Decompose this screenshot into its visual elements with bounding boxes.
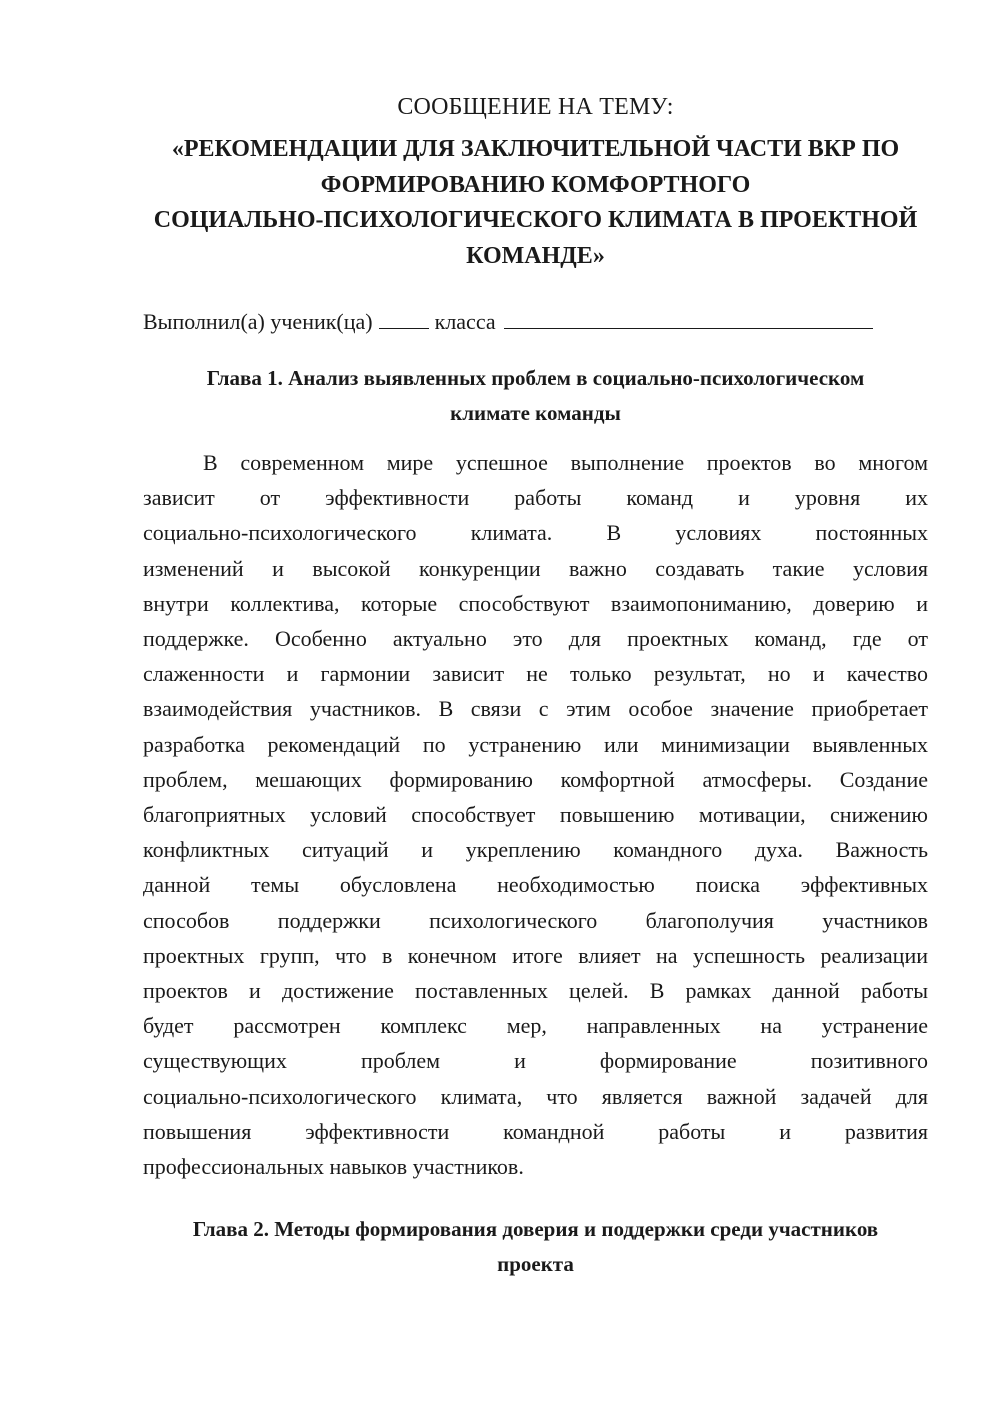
- title-line: «РЕКОМЕНДАЦИИ ДЛЯ ЗАКЛЮЧИТЕЛЬНОЙ ЧАСТИ ВКР ПО: [171, 136, 900, 162]
- paragraph-line: изменений и высокой конкуренции важно создавать такие условия: [143, 555, 928, 581]
- paragraph-line: взаимодействия участников. В связи с этим особое значение приобретает: [143, 696, 928, 722]
- document-title: [143, 132, 928, 274]
- class-label: класса: [434, 309, 496, 334]
- heading-line: Глава 1. Анализ выявленных проблем в социально-психологическом: [206, 366, 865, 390]
- title-line: КОМАНДЕ»: [466, 242, 605, 269]
- document-page: [143, 88, 928, 1282]
- paragraph-line: благоприятных условий способствует повышению мотивации, снижению: [143, 802, 928, 828]
- paragraph-line: разработка рекомендаций по устранению или минимизации выявленных: [143, 731, 928, 757]
- paragraph-line: социально-психологического климата. В условиях постоянных: [143, 520, 928, 546]
- paragraph-line: данной темы обусловлена необходимостью поиска эффективных: [143, 872, 928, 898]
- grade-blank: [379, 306, 429, 329]
- author-line: [143, 306, 928, 337]
- paragraph-line: социально-психологического климата, что является важной задачей для: [143, 1083, 928, 1109]
- paragraph-line: проектов и достижение поставленных целей. В рамках данной работы: [143, 978, 928, 1004]
- paragraph-line: внутри коллектива, которые способствуют взаимопониманию, доверию и: [143, 590, 928, 616]
- paragraph-line: существующих проблем и формирование позитивного: [143, 1048, 928, 1074]
- paragraph-line: повышения эффективности командной работы и развития: [143, 1118, 928, 1144]
- heading-line: климате команды: [450, 401, 621, 425]
- chapter-2-heading: [143, 1212, 928, 1282]
- title-line: СОЦИАЛЬНО-ПСИХОЛОГИЧЕСКОГО КЛИМАТА В ПРОЕКТНОЙ: [153, 207, 918, 233]
- heading-line: проекта: [497, 1252, 574, 1277]
- paragraph-line: зависит от эффективности работы команд и уровня их: [143, 485, 928, 511]
- paragraph-line: проблем, мешающих формированию комфортной атмосферы. Создание: [143, 766, 928, 792]
- paragraph-line: поддержке. Особенно актуально это для проектных команд, где от: [143, 626, 928, 652]
- paragraph-line: способов поддержки психологического благополучия участников: [143, 907, 928, 933]
- heading-line: Глава 2. Методы формирования доверия и поддержки среди участников: [192, 1217, 879, 1242]
- paragraph-line: слаженности и гармонии зависит не только результат, но и качество: [143, 661, 928, 687]
- paragraph-line: В современном мире успешное выполнение проектов во многом: [203, 450, 928, 475]
- paragraph-line: профессиональных навыков участников.: [143, 1154, 524, 1180]
- paragraph-line: будет рассмотрен комплекс мер, направленных на устранение: [143, 1013, 928, 1039]
- paragraph-line: конфликтных ситуаций и укреплению командного духа. Важность: [143, 837, 928, 863]
- topic-label: СООБЩЕНИЕ НА ТЕМУ:: [397, 94, 674, 120]
- author-prefix: Выполнил(а) ученик(ца): [143, 309, 373, 334]
- chapter-1-heading: [143, 361, 928, 431]
- paragraph-line: проектных групп, что в конечном итоге влияет на успешность реализации: [143, 942, 928, 968]
- title-line: ФОРМИРОВАНИЮ КОМФОРТНОГО: [320, 171, 751, 198]
- chapter-1-paragraph: [143, 445, 928, 1184]
- name-blank: [504, 306, 873, 329]
